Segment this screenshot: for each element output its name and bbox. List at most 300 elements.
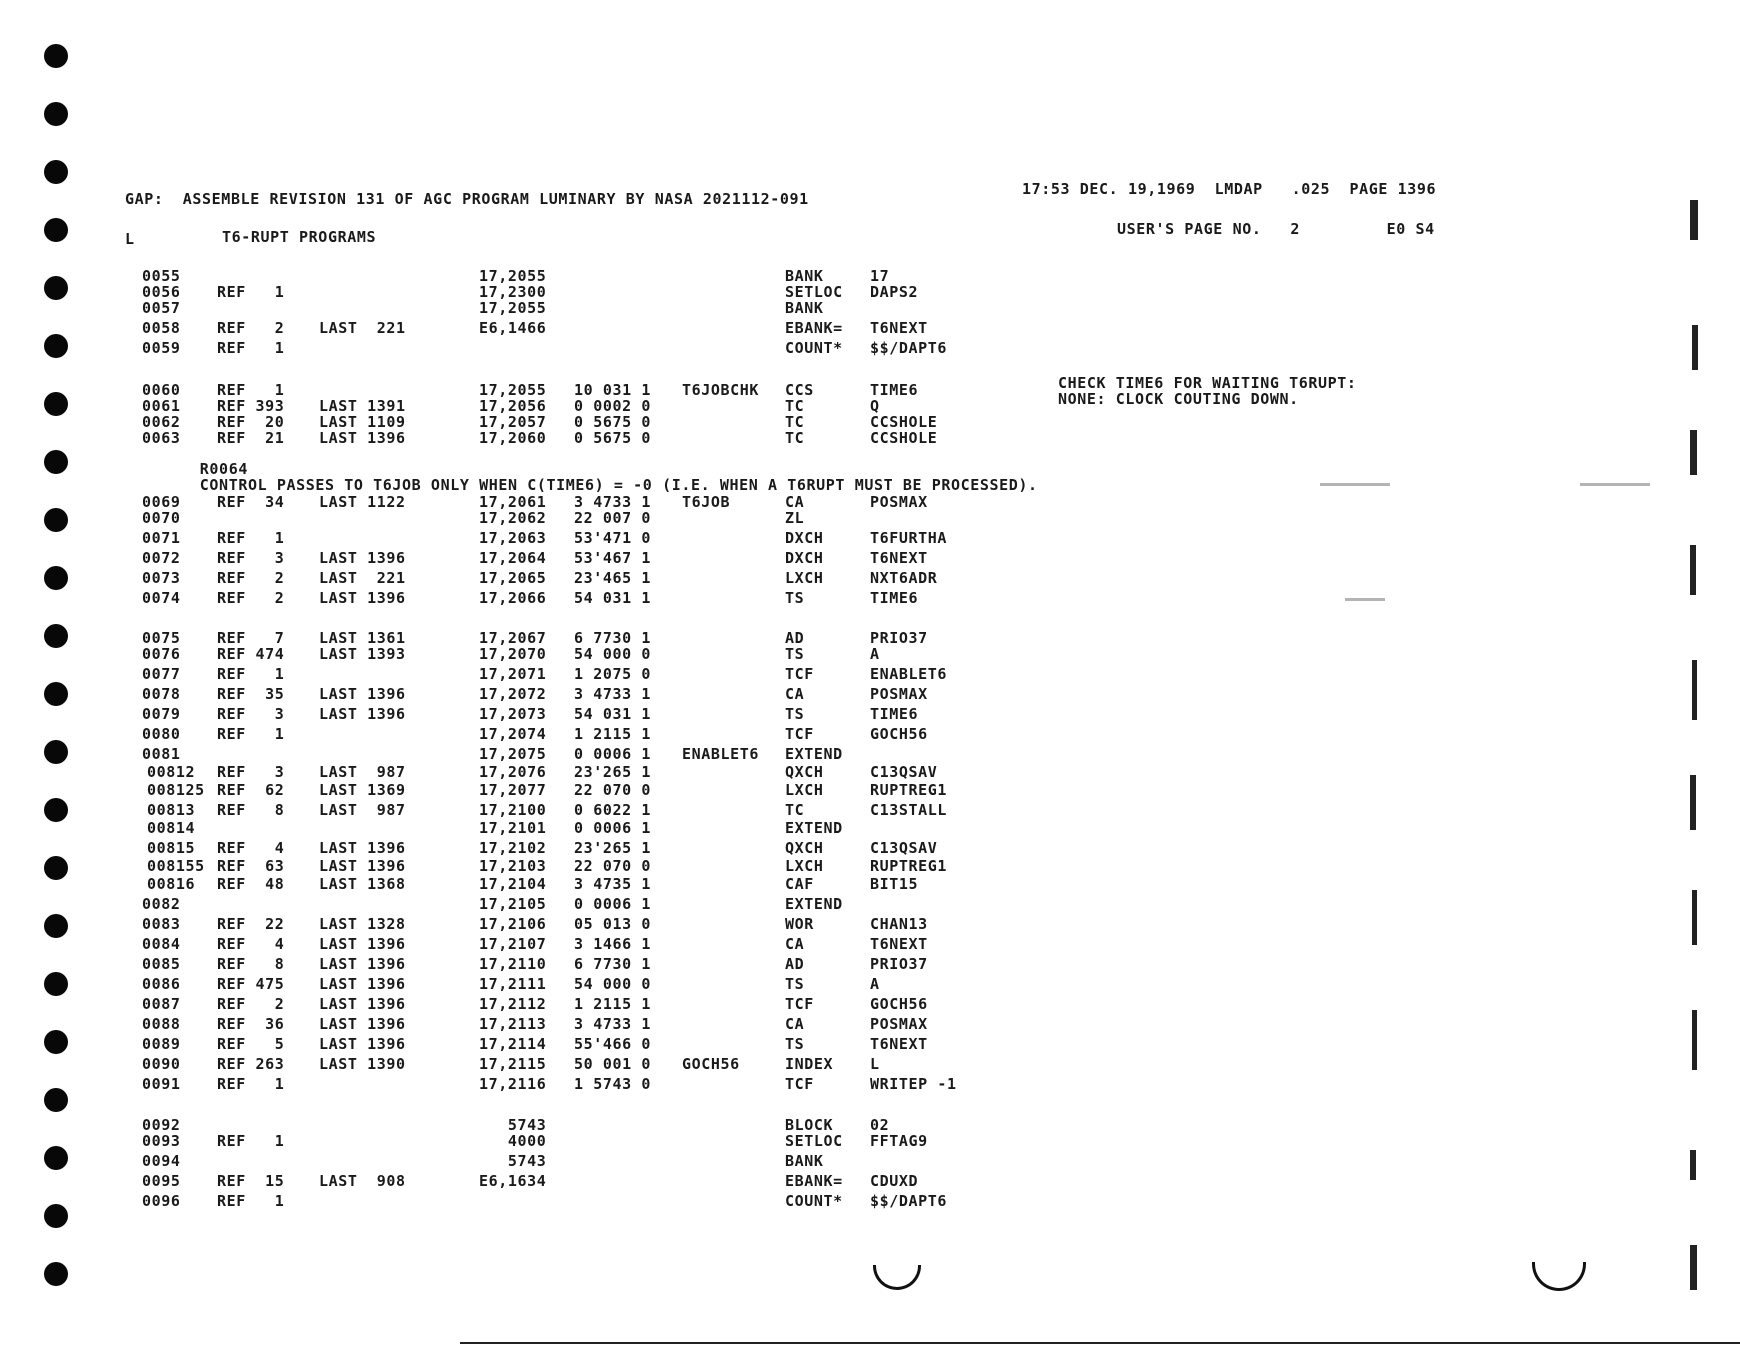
line-opd: PRIO37	[870, 955, 928, 973]
line-addr: 17,2107	[479, 935, 547, 953]
line-last: LAST 987	[319, 763, 406, 781]
line-addr: 17,2104	[479, 875, 547, 893]
line-opd: CCSHOLE	[870, 429, 938, 447]
line-last: LAST 1396	[319, 429, 406, 447]
line-code: 22 070 0	[574, 857, 652, 875]
line-op: TS	[785, 1035, 805, 1053]
line-num: 0079	[142, 705, 181, 723]
line-op: TCF	[785, 665, 814, 683]
line-opd: NXT6ADR	[870, 569, 938, 587]
line-num: 0072	[142, 549, 181, 567]
line-addr: 17,2074	[479, 725, 547, 743]
line-addr: 17,2055	[479, 267, 547, 285]
line-last: LAST 1396	[319, 955, 406, 973]
line-num: 0089	[142, 1035, 181, 1053]
line-code: 3 4733 1	[574, 685, 652, 703]
line-addr: 17,2103	[479, 857, 547, 875]
line-code: 54 000 0	[574, 645, 652, 663]
line-addr: 17,2116	[479, 1075, 547, 1093]
line-opd: T6NEXT	[870, 319, 928, 337]
line-num: 0088	[142, 1015, 181, 1033]
line-addr: 17,2062	[479, 509, 547, 527]
line-op: AD	[785, 629, 805, 647]
line-ref: REF 2	[217, 995, 285, 1013]
remark-text: CONTROL PASSES TO T6JOB ONLY WHEN C(TIME6) = -0 (I.E. WHEN A T6RUPT MUST BE PROCESSED).	[199, 476, 1038, 494]
line-opd: ENABLET6	[870, 665, 948, 683]
line-code: 0 0006 1	[574, 895, 652, 913]
line-ref: REF 35	[217, 685, 285, 703]
line-op: TS	[785, 705, 805, 723]
line-opd: CHAN13	[870, 915, 928, 933]
line-op: EXTEND	[785, 895, 843, 913]
line-ref: REF 474	[217, 645, 285, 663]
section-title: T6-RUPT PROGRAMS	[222, 228, 377, 246]
line-num: 0071	[142, 529, 181, 547]
line-num: 0094	[142, 1152, 181, 1170]
line-ref: REF 1	[217, 725, 285, 743]
line-code: 05 013 0	[574, 915, 652, 933]
line-opd: $$/DAPT6	[870, 339, 948, 357]
line-last: LAST 1396	[319, 589, 406, 607]
line-addr: 4000	[479, 1132, 547, 1150]
line-addr: 17,2055	[479, 381, 547, 399]
line-addr: 17,2077	[479, 781, 547, 799]
line-code: 55'466 0	[574, 1035, 652, 1053]
line-last: LAST 1369	[319, 781, 406, 799]
punch-hole	[44, 160, 68, 184]
line-ref: REF 63	[217, 857, 285, 875]
line-opd: BIT15	[870, 875, 919, 893]
line-opd: T6NEXT	[870, 935, 928, 953]
line-ref: REF 475	[217, 975, 285, 993]
punch-hole	[44, 856, 68, 880]
line-num: 0077	[142, 665, 181, 683]
punch-hole	[44, 682, 68, 706]
line-addr: 17,2072	[479, 685, 547, 703]
line-num: 00814	[147, 819, 196, 837]
punch-hole	[44, 1204, 68, 1228]
line-ref: REF 1	[217, 529, 285, 547]
line-op: TC	[785, 429, 805, 447]
line-code: 10 031 1	[574, 381, 652, 399]
line-op: CCS	[785, 381, 814, 399]
line-num: 008125	[147, 781, 205, 799]
line-ref: REF 8	[217, 801, 285, 819]
line-opd: C13QSAV	[870, 763, 938, 781]
line-addr: 17,2106	[479, 915, 547, 933]
line-last: LAST 1396	[319, 995, 406, 1013]
line-opd: C13QSAV	[870, 839, 938, 857]
line-code: 50 001 0	[574, 1055, 652, 1073]
punch-hole	[44, 566, 68, 590]
line-ref: REF 1	[217, 381, 285, 399]
line-addr: E6,1466	[479, 319, 547, 337]
line-code: 0 5675 0	[574, 413, 652, 431]
line-opd: POSMAX	[870, 493, 928, 511]
line-ref: REF 8	[217, 955, 285, 973]
line-code: 1 2115 1	[574, 725, 652, 743]
line-op: SETLOC	[785, 283, 843, 301]
line-code: 3 4733 1	[574, 1015, 652, 1033]
line-op: SETLOC	[785, 1132, 843, 1150]
line-opd: A	[870, 645, 880, 663]
line-addr: 17,2075	[479, 745, 547, 763]
punch-hole	[44, 450, 68, 474]
line-op: TC	[785, 413, 805, 431]
line-addr: 5743	[479, 1116, 547, 1134]
line-ref: REF 22	[217, 915, 285, 933]
line-ref: REF 393	[217, 397, 285, 415]
line-op: EXTEND	[785, 745, 843, 763]
scan-artifact	[1690, 1150, 1696, 1180]
line-opd: C13STALL	[870, 801, 948, 819]
line-op: QXCH	[785, 839, 824, 857]
line-num: 0060	[142, 381, 181, 399]
line-addr: 17,2102	[479, 839, 547, 857]
line-opd: RUPTREG1	[870, 857, 948, 875]
scan-artifact	[1690, 1245, 1697, 1290]
side-comment-2: NONE: CLOCK COUTING DOWN.	[1058, 390, 1299, 408]
line-code: 53'467 1	[574, 549, 652, 567]
line-ref: REF 1	[217, 665, 285, 683]
line-ref: REF 1	[217, 283, 285, 301]
bottom-edge	[460, 1342, 1740, 1344]
line-num: 0081	[142, 745, 181, 763]
line-addr: 17,2057	[479, 413, 547, 431]
punch-hole	[44, 334, 68, 358]
line-op: DXCH	[785, 529, 824, 547]
scan-artifact	[1345, 598, 1385, 601]
line-last: LAST 1396	[319, 1035, 406, 1053]
line-num: 0093	[142, 1132, 181, 1150]
punch-hole	[44, 740, 68, 764]
line-ref: REF 2	[217, 319, 285, 337]
scan-artifact	[1320, 483, 1390, 486]
line-last: LAST 1368	[319, 875, 406, 893]
line-op: TC	[785, 397, 805, 415]
line-op: CAF	[785, 875, 814, 893]
line-addr: 17,2111	[479, 975, 547, 993]
line-addr: 17,2063	[479, 529, 547, 547]
line-addr: 17,2056	[479, 397, 547, 415]
line-code: 0 6022 1	[574, 801, 652, 819]
line-ref: REF 4	[217, 839, 285, 857]
line-last: LAST 1328	[319, 915, 406, 933]
line-num: 00815	[147, 839, 196, 857]
line-last: LAST 221	[319, 319, 406, 337]
line-ref: REF 5	[217, 1035, 285, 1053]
line-code: 22 070 0	[574, 781, 652, 799]
line-ref: REF 62	[217, 781, 285, 799]
punch-hole	[44, 392, 68, 416]
line-num: 0096	[142, 1192, 181, 1210]
line-opd: T6FURTHA	[870, 529, 948, 547]
line-last: LAST 1393	[319, 645, 406, 663]
line-addr: 17,2067	[479, 629, 547, 647]
header-right: 17:53 DEC. 19,1969 LMDAP .025 PAGE 1396	[1022, 180, 1437, 198]
line-code: 3 1466 1	[574, 935, 652, 953]
line-addr: 17,2064	[479, 549, 547, 567]
line-num: 0058	[142, 319, 181, 337]
line-num: 0061	[142, 397, 181, 415]
line-addr: 17,2066	[479, 589, 547, 607]
line-num: 0075	[142, 629, 181, 647]
line-op: LXCH	[785, 569, 824, 587]
line-opd: CCSHOLE	[870, 413, 938, 431]
line-opd: DAPS2	[870, 283, 919, 301]
line-code: 23'465 1	[574, 569, 652, 587]
line-label: ENABLET6	[682, 745, 760, 763]
line-addr: 17,2113	[479, 1015, 547, 1033]
line-addr: 17,2112	[479, 995, 547, 1013]
line-op: LXCH	[785, 781, 824, 799]
line-code: 1 2075 0	[574, 665, 652, 683]
punch-hole	[44, 1262, 68, 1286]
line-addr: 5743	[479, 1152, 547, 1170]
line-addr: 17,2060	[479, 429, 547, 447]
line-op: ZL	[785, 509, 805, 527]
line-num: 00813	[147, 801, 196, 819]
line-opd: 02	[870, 1116, 890, 1134]
scan-artifact	[1580, 483, 1650, 486]
line-opd: FFTAG9	[870, 1132, 928, 1150]
line-code: 0 0002 0	[574, 397, 652, 415]
line-num: 0080	[142, 725, 181, 743]
line-op: TCF	[785, 1075, 814, 1093]
punch-hole	[44, 102, 68, 126]
line-addr: 17,2110	[479, 955, 547, 973]
line-addr: 17,2115	[479, 1055, 547, 1073]
line-ref: REF 4	[217, 935, 285, 953]
line-ref: REF 3	[217, 549, 285, 567]
line-code: 0 5675 0	[574, 429, 652, 447]
line-opd: T6NEXT	[870, 549, 928, 567]
punch-hole	[44, 508, 68, 532]
line-code: 0 0006 1	[574, 745, 652, 763]
line-last: LAST 908	[319, 1172, 406, 1190]
line-code: 23'265 1	[574, 763, 652, 781]
line-op: TS	[785, 975, 805, 993]
punch-hole	[44, 798, 68, 822]
header-left: GAP: ASSEMBLE REVISION 131 OF AGC PROGRAM LUMINARY BY NASA 2021112-091	[125, 190, 809, 208]
line-code: 3 4733 1	[574, 493, 652, 511]
line-label: T6JOB	[682, 493, 731, 511]
line-addr: 17,2101	[479, 819, 547, 837]
line-last: LAST 1396	[319, 857, 406, 875]
line-op: INDEX	[785, 1055, 834, 1073]
scan-artifact	[1692, 325, 1698, 370]
line-op: BLOCK	[785, 1116, 834, 1134]
line-num: 0062	[142, 413, 181, 431]
line-ref: REF 20	[217, 413, 285, 431]
line-last: LAST 1396	[319, 1015, 406, 1033]
line-opd: GOCH56	[870, 995, 928, 1013]
line-ref: REF 2	[217, 589, 285, 607]
header-sub-left: L	[125, 230, 135, 248]
line-op: TCF	[785, 725, 814, 743]
line-opd: A	[870, 975, 880, 993]
line-addr: 17,2070	[479, 645, 547, 663]
line-op: COUNT*	[785, 1192, 843, 1210]
line-op: CA	[785, 1015, 805, 1033]
line-opd: WRITEP -1	[870, 1075, 957, 1093]
line-last: LAST 1122	[319, 493, 406, 511]
line-ref: REF 48	[217, 875, 285, 893]
binding-mark	[1532, 1262, 1586, 1291]
line-last: LAST 987	[319, 801, 406, 819]
line-code: 53'471 0	[574, 529, 652, 547]
line-opd: TIME6	[870, 381, 919, 399]
line-code: 54 000 0	[574, 975, 652, 993]
punch-hole	[44, 624, 68, 648]
line-ref: REF 1	[217, 1192, 285, 1210]
punch-hole	[44, 1030, 68, 1054]
line-op: CA	[785, 685, 805, 703]
line-opd: GOCH56	[870, 725, 928, 743]
line-last: LAST 1396	[319, 685, 406, 703]
binder-holes	[44, 44, 74, 1324]
line-num: 0092	[142, 1116, 181, 1134]
line-op: EBANK=	[785, 319, 843, 337]
line-opd: L	[870, 1055, 880, 1073]
assembly-listing	[125, 0, 1522, 1346]
line-num: 00812	[147, 763, 196, 781]
line-opd: CDUXD	[870, 1172, 919, 1190]
line-opd: Q	[870, 397, 880, 415]
line-num: 0057	[142, 299, 181, 317]
line-ref: REF 21	[217, 429, 285, 447]
line-op: TCF	[785, 995, 814, 1013]
punch-hole	[44, 914, 68, 938]
line-opd: TIME6	[870, 705, 919, 723]
line-op: BANK	[785, 267, 824, 285]
line-addr: 17,2105	[479, 895, 547, 913]
line-label: GOCH56	[682, 1055, 740, 1073]
scan-artifact	[1690, 775, 1696, 830]
scan-artifact	[1692, 890, 1697, 945]
line-last: LAST 1109	[319, 413, 406, 431]
line-addr: 17,2300	[479, 283, 547, 301]
line-op: TS	[785, 645, 805, 663]
line-num: 0084	[142, 935, 181, 953]
line-num: 0083	[142, 915, 181, 933]
line-op: WOR	[785, 915, 814, 933]
line-num: 0086	[142, 975, 181, 993]
line-addr: 17,2073	[479, 705, 547, 723]
scan-artifact	[1692, 660, 1697, 720]
line-last: LAST 221	[319, 569, 406, 587]
line-num: 0073	[142, 569, 181, 587]
line-op: TC	[785, 801, 805, 819]
scan-artifact	[1690, 200, 1698, 240]
line-code: 54 031 1	[574, 589, 652, 607]
line-code: 1 5743 0	[574, 1075, 652, 1093]
line-num: 0063	[142, 429, 181, 447]
line-op: LXCH	[785, 857, 824, 875]
line-addr: 17,2076	[479, 763, 547, 781]
scan-artifact	[1690, 430, 1697, 475]
line-num: 0074	[142, 589, 181, 607]
line-num: 0091	[142, 1075, 181, 1093]
line-num: 0056	[142, 283, 181, 301]
line-op: COUNT*	[785, 339, 843, 357]
line-addr: 17,2114	[479, 1035, 547, 1053]
line-num: 0087	[142, 995, 181, 1013]
punch-hole	[44, 276, 68, 300]
line-opd: POSMAX	[870, 1015, 928, 1033]
line-addr: 17,2065	[479, 569, 547, 587]
line-opd: T6NEXT	[870, 1035, 928, 1053]
line-num: 008155	[147, 857, 205, 875]
line-ref: REF 36	[217, 1015, 285, 1033]
line-code: 54 031 1	[574, 705, 652, 723]
line-last: LAST 1396	[319, 935, 406, 953]
header-sub-right: USER'S PAGE NO. 2 E0 S4	[1117, 220, 1435, 238]
line-num: 0070	[142, 509, 181, 527]
line-addr: 17,2061	[479, 493, 547, 511]
line-last: LAST 1361	[319, 629, 406, 647]
line-num: 00816	[147, 875, 196, 893]
line-num: 0085	[142, 955, 181, 973]
line-code: 3 4735 1	[574, 875, 652, 893]
line-ref: REF 15	[217, 1172, 285, 1190]
line-op: EBANK=	[785, 1172, 843, 1190]
line-ref: REF 3	[217, 763, 285, 781]
line-num: 0069	[142, 493, 181, 511]
side-comment-1: CHECK TIME6 FOR WAITING T6RUPT:	[1058, 374, 1357, 392]
scan-artifact	[1692, 1010, 1697, 1070]
line-num: 0082	[142, 895, 181, 913]
line-code: 23'265 1	[574, 839, 652, 857]
line-opd: TIME6	[870, 589, 919, 607]
line-code: 0 0006 1	[574, 819, 652, 837]
line-ref: REF 2	[217, 569, 285, 587]
line-num: 0055	[142, 267, 181, 285]
line-ref: REF 1	[217, 1075, 285, 1093]
remark-line	[142, 445, 1038, 509]
line-addr: E6,1634	[479, 1172, 547, 1190]
line-opd: POSMAX	[870, 685, 928, 703]
line-ref: REF 1	[217, 339, 285, 357]
line-code: 6 7730 1	[574, 629, 652, 647]
scan-artifact	[1690, 545, 1696, 595]
line-op: TS	[785, 589, 805, 607]
line-op: BANK	[785, 1152, 824, 1170]
line-addr: 17,2055	[479, 299, 547, 317]
punch-hole	[44, 972, 68, 996]
line-opd: RUPTREG1	[870, 781, 948, 799]
punch-hole	[44, 1088, 68, 1112]
line-ref: REF 7	[217, 629, 285, 647]
line-last: LAST 1396	[319, 839, 406, 857]
line-op: BANK	[785, 299, 824, 317]
line-ref: REF 34	[217, 493, 285, 511]
line-code: 6 7730 1	[574, 955, 652, 973]
line-op: CA	[785, 493, 805, 511]
line-ref: REF 3	[217, 705, 285, 723]
line-ref: REF 263	[217, 1055, 285, 1073]
line-last: LAST 1396	[319, 975, 406, 993]
line-opd: PRIO37	[870, 629, 928, 647]
line-code: 22 007 0	[574, 509, 652, 527]
line-addr: 17,2071	[479, 665, 547, 683]
line-num: 0090	[142, 1055, 181, 1073]
line-num: 0095	[142, 1172, 181, 1190]
line-opd: 17	[870, 267, 890, 285]
line-ref: REF 1	[217, 1132, 285, 1150]
line-op: CA	[785, 935, 805, 953]
line-op: QXCH	[785, 763, 824, 781]
